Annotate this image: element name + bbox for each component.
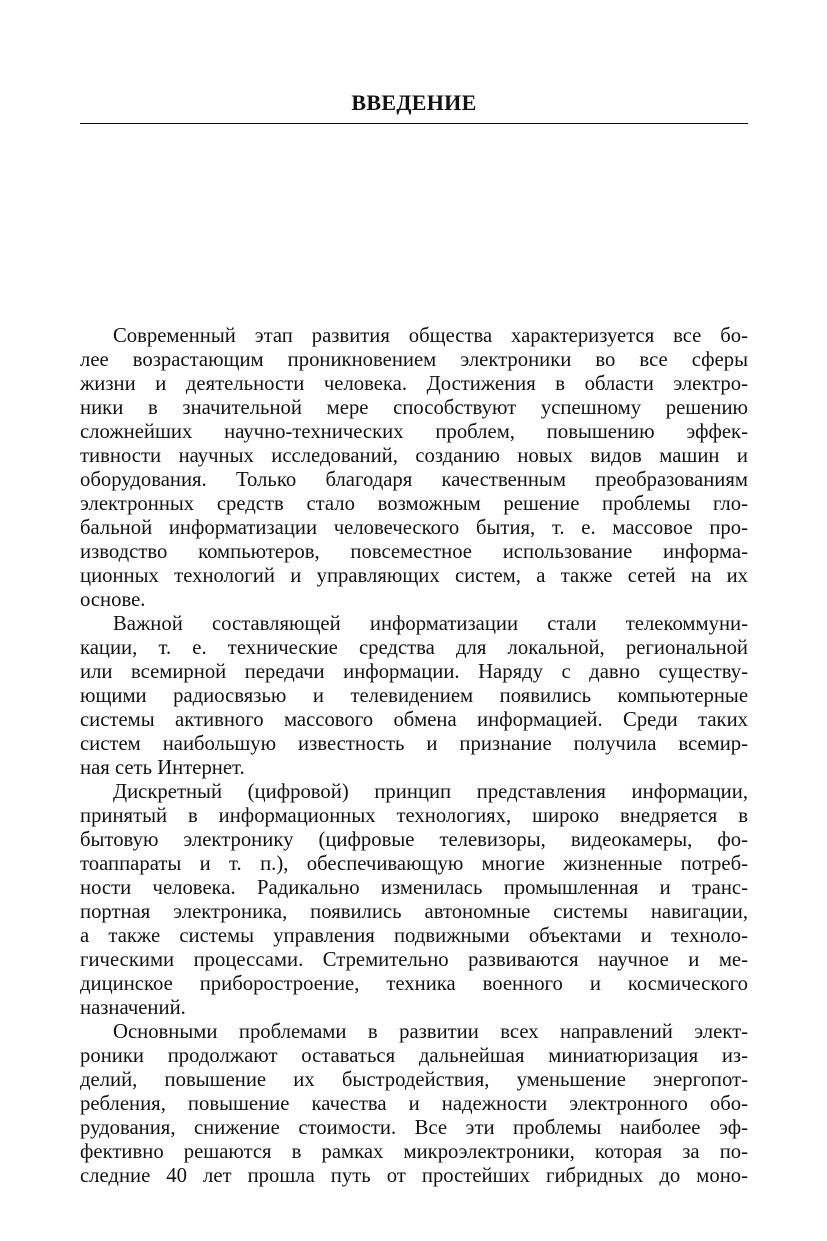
text-line: ционных технологий и управляющих систем, а также сетей на их	[80, 565, 748, 587]
text-line: портная электроника, появились автономные системы навигации,	[80, 901, 748, 923]
text-line: Важной составляющей информатизации стали телекоммуни-	[113, 613, 748, 635]
text-line: Основными проблемами в развитии всех направлений элект-	[113, 1021, 748, 1043]
text-line: роники продолжают оставаться дальнейшая миниатюризация из-	[80, 1045, 748, 1067]
text-line: рудования, снижение стоимости. Все эти проблемы наиболее эф-	[80, 1117, 748, 1139]
text-line: системы активного массового обмена информацией. Среди таких	[80, 709, 748, 731]
text-line: ности человека. Радикально изменилась промышленная и транс-	[80, 877, 748, 899]
text-line: следние 40 лет прошла путь от простейших гибридных до моно-	[80, 1165, 748, 1187]
text-line: а также системы управления подвижными объектами и техноло-	[80, 925, 748, 947]
text-line: дицинское приборостроение, техника военного и космического	[80, 973, 748, 995]
text-line: тивности научных исследований, созданию новых видов машин и	[80, 445, 748, 467]
text-line: систем наибольшую известность и признание получила всемир-	[80, 733, 748, 755]
text-line: ная сеть Интернет.	[80, 757, 245, 779]
paragraph	[80, 324, 748, 612]
text-line: бальной информатизации человеческого бытия, т. е. массовое про-	[80, 517, 748, 539]
chapter-title: ВВЕДЕНИЕ	[351, 90, 477, 115]
text-line: основе.	[80, 589, 146, 611]
text-line: делий, повышение их быстродействия, уменьшение энергопот-	[80, 1069, 748, 1091]
text-line: ники в значительной мере способствуют успешному решению	[80, 397, 748, 419]
text-line: Современный этап развития общества характеризуется все бо-	[113, 325, 748, 347]
text-line: Дискретный (цифровой) принцип представления информации,	[113, 781, 748, 803]
text-line: изводство компьютеров, повсеместное использование информа-	[80, 541, 748, 563]
text-line: ющими радиосвязью и телевидением появились компьютерные	[80, 685, 748, 707]
text-line: кации, т. е. технические средства для локальной, региональной	[80, 637, 748, 659]
text-line: или всемирной передачи информации. Наряду с давно существу-	[80, 661, 748, 683]
text-line: фективно решаются в рамках микроэлектроники, которая за по-	[80, 1141, 748, 1163]
paragraph	[80, 612, 748, 780]
text-line: гическими процессами. Стремительно развиваются научное и ме-	[80, 949, 748, 971]
title-rule	[80, 123, 748, 124]
text-line: тоаппараты и т. п.), обеспечивающую многие жизненные потреб-	[80, 853, 748, 875]
text-line: лее возрастающим проникновением электроники во все сферы	[80, 349, 748, 371]
text-line: оборудования. Только благодаря качественным преобразованиям	[80, 469, 748, 491]
text-line: ребления, повышение качества и надежности электронного обо-	[80, 1093, 748, 1115]
text-line: принятый в информационных технологиях, широко внедряется в	[80, 805, 748, 827]
text-line: сложнейших научно-технических проблем, повышению эффек-	[80, 421, 748, 443]
chapter-body	[80, 324, 748, 1188]
text-line: бытовую электронику (цифровые телевизоры, видеокамеры, фо-	[80, 829, 748, 851]
text-line: назначений.	[80, 997, 186, 1019]
text-line: жизни и деятельности человека. Достижения в области электро-	[80, 373, 748, 395]
text-line: электронных средств стало возможным решение проблемы гло-	[80, 493, 748, 515]
paragraph	[80, 1020, 748, 1188]
paragraph	[80, 780, 748, 1020]
